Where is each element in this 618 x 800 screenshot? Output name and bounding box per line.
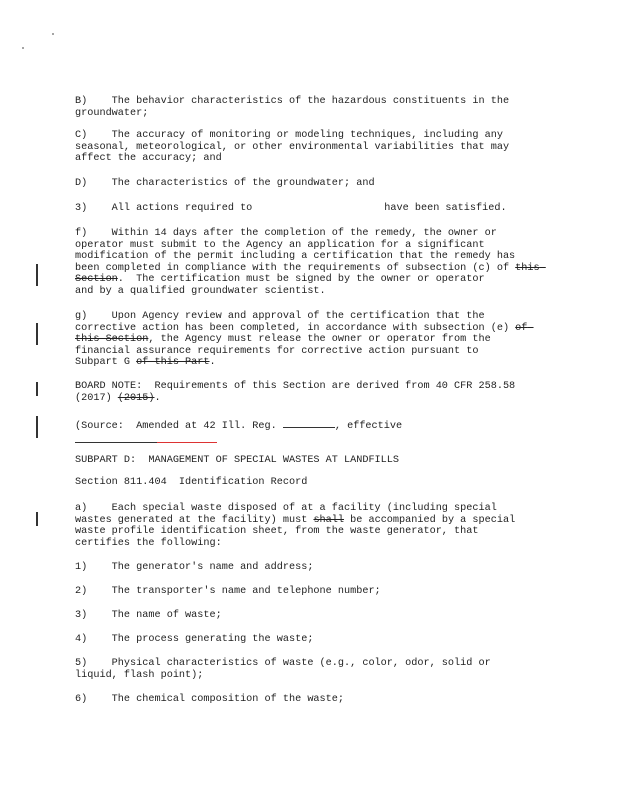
paragraph-d: D) The characteristics of the groundwater; and xyxy=(75,178,375,189)
paragraph-f xyxy=(75,228,545,297)
section-heading: Section 811.404 Identification Record xyxy=(75,477,308,488)
paragraph-g xyxy=(75,311,545,369)
scan-speck xyxy=(22,47,24,49)
board-note-text: BOARD NOTE: Requirements of this Section are derived from 40 CFR 258.58 (2017) xyxy=(75,381,516,404)
paragraph-c: C) The accuracy of monitoring or modeling techniques, including any seasonal, meteorological, or other environmental variabilities that may affect the accuracy; and xyxy=(75,130,510,164)
deleted-text: this Section xyxy=(75,262,546,285)
deleted-text: of this Part xyxy=(136,357,210,368)
paragraph-b: B) The behavior characteristics of the hazardous constituents in the groundwater; xyxy=(75,96,510,119)
revision-bar xyxy=(36,416,38,438)
list-item-4: 4) The process generating the waste; xyxy=(75,634,314,645)
paragraph-f-text-cont: . The certification must be signed by the owner or operator and by a qualified groundwater scientist. xyxy=(75,274,485,297)
list-item-1: 1) The generator's name and address; xyxy=(75,562,314,573)
source-note-text: (Source: Amended at 42 Ill. Reg. xyxy=(75,421,283,432)
subpart-heading: SUBPART D: MANAGEMENT OF SPECIAL WASTES AT LANDFILLS xyxy=(75,455,400,466)
source-note xyxy=(75,418,545,447)
list-item-2: 2) The transporter's name and telephone number; xyxy=(75,586,381,597)
paragraph-3 xyxy=(75,203,545,215)
deleted-text: shall xyxy=(313,514,345,526)
paragraph-a xyxy=(75,503,545,549)
list-item-3: 3) The name of waste; xyxy=(75,610,222,621)
paragraph-g-text: g) Upon Agency review and approval of the certification that the corrective action has been completed, in accordance with subsection (e) xyxy=(75,311,510,334)
revision-bar xyxy=(36,264,38,286)
list-item-6: 6) The chemical composition of the waste; xyxy=(75,694,344,705)
paragraph-f-text: f) Within 14 days after the completion of the remedy, the owner or operator must submit to the Agency an application for a significant modification of the permit including a certification that the remedy has been completed in compliance with the requirements of subsection (c) of xyxy=(75,228,516,274)
paragraph-3-end: have been satisfied. xyxy=(384,203,507,214)
paragraph-g-text-cont: , the Agency must release the owner or operator from the financial assurance requirements for corrective action pursuant to Subpart G xyxy=(75,334,491,368)
revision-bar xyxy=(36,512,38,526)
deleted-text: of this Section xyxy=(75,322,534,345)
paragraph-3-start: 3) All actions required to xyxy=(75,203,253,214)
paragraph-a-text: a) Each special waste disposed of at a facility (including special wastes generated at the facility) must xyxy=(75,503,497,526)
paragraph-a-text-cont: be accompanied by a special waste profile identification sheet, from the waste generator, that certifies the following: xyxy=(75,514,516,549)
paragraph-g-text-end: . xyxy=(209,357,216,368)
blank-line xyxy=(283,418,335,428)
board-note xyxy=(75,381,545,404)
source-note-effective: , effective xyxy=(334,421,403,432)
deleted-text: (2015) xyxy=(117,392,155,404)
blank-line xyxy=(75,433,157,443)
revision-bar xyxy=(36,323,38,345)
board-note-end: . xyxy=(154,392,161,404)
revision-bar xyxy=(36,382,38,396)
red-blank-line xyxy=(157,433,217,443)
list-item-5: 5) Physical characteristics of waste (e.g., color, odor, solid or liquid, flash point); xyxy=(75,658,491,681)
scan-speck xyxy=(52,33,54,35)
